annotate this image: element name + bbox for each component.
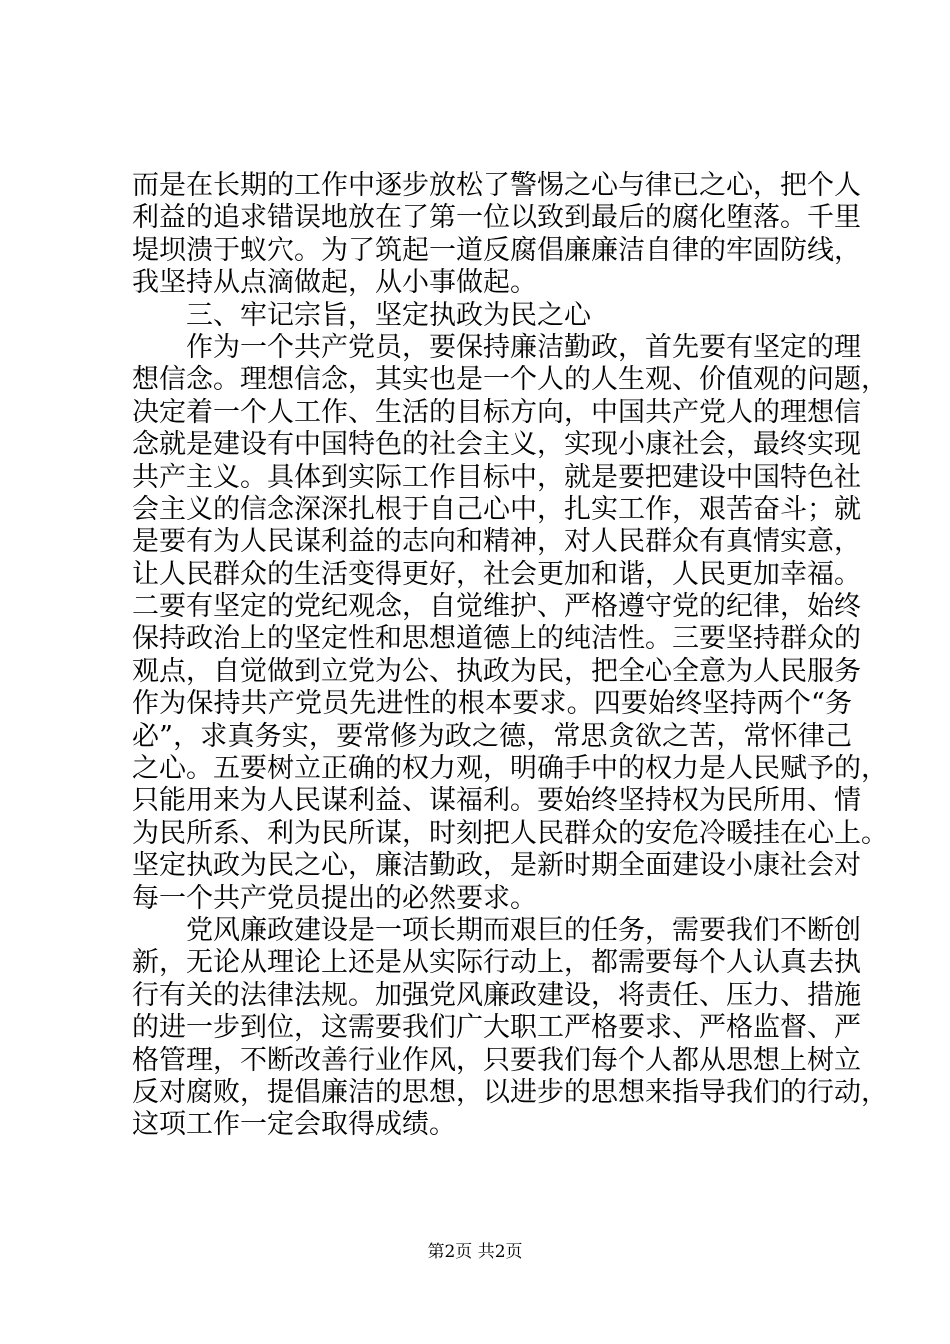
text-line: 之心。五要树立正确的权力观，明确手中的权力是人民赋予的， <box>132 753 888 785</box>
text-line: 必”，求真务实，要常修为政之德，常思贪欲之苦，常怀律己 <box>132 720 852 752</box>
text-line: 只能用来为人民谋利益、谋福利。要始终坚持权为民所用、情 <box>132 785 861 817</box>
text-line: 念就是建设有中国特色的社会主义，实现小康社会，最终实现 <box>132 429 861 461</box>
text-line: 坚定执政为民之心，廉洁勤政，是新时期全面建设小康社会对 <box>132 850 861 882</box>
text-line: 二要有坚定的党纪观念，自觉维护、严格遵守党的纪律，始终 <box>132 591 861 623</box>
text-line: 每一个共产党员提出的必然要求。 <box>132 882 537 914</box>
text-line: 利益的追求错误地放在了第一位以致到最后的腐化堕落。千里 <box>132 202 861 234</box>
text-line: 作为一个共产党员，要保持廉洁勤政，首先要有坚定的理 <box>186 331 861 363</box>
text-line: 是要有为人民谋利益的志向和精神，对人民群众有真情实意， <box>132 526 861 558</box>
text-line: 这项工作一定会取得成绩。 <box>132 1109 456 1141</box>
text-line: 保持政治上的坚定性和思想道德上的纯洁性。三要坚持群众的 <box>132 623 861 655</box>
text-line: 的进一步到位，这需要我们广大职工严格要求、严格监督、严 <box>132 1012 861 1044</box>
text-line: 观点，自觉做到立党为公、执政为民，把全心全意为人民服务 <box>132 655 861 687</box>
text-line: 新，无论从理论上还是从实际行动上，都需要每个人认真去执 <box>132 947 861 979</box>
text-line: 堤坝溃于蚁穴。为了筑起一道反腐倡廉廉洁自律的牢固防线， <box>132 234 861 266</box>
text-line: 格管理，不断改善行业作风，只要我们每个人都从思想上树立 <box>132 1044 861 1076</box>
text-line: 让人民群众的生活变得更好，社会更加和谐，人民更加幸福。 <box>132 558 861 590</box>
text-line: 决定着一个人工作、生活的目标方向，中国共产党人的理想信 <box>132 396 861 428</box>
text-line: 党风廉政建设是一项长期而艰巨的任务，需要我们不断创 <box>186 914 861 946</box>
text-line: 反对腐败，提倡廉洁的思想，以进步的思想来指导我们的行动， <box>132 1076 888 1108</box>
text-line: 会主义的信念深深扎根于自己心中，扎实工作，艰苦奋斗；就 <box>132 493 861 525</box>
text-line: 行有关的法律法规。加强党风廉政建设，将责任、压力、措施 <box>132 979 861 1011</box>
page-footer: 第2页 共2页 <box>427 1242 523 1262</box>
text-line: 而是在长期的工作中逐步放松了警惕之心与律已之心，把个人 <box>132 170 861 201</box>
text-line: 作为保持共产党员先进性的根本要求。四要始终坚持两个“务 <box>132 688 852 720</box>
text-line: 想信念。理想信念，其实也是一个人的人生观、价值观的问题， <box>132 364 888 396</box>
text-line: 为民所系、利为民所谋，时刻把人民群众的安危冷暖挂在心上。 <box>132 817 888 849</box>
text-line: 共产主义。具体到实际工作目标中，就是要把建设中国特色社 <box>132 461 861 493</box>
document-body <box>132 170 888 1142</box>
text-line: 三、牢记宗旨，坚定执政为民之心 <box>186 299 591 331</box>
text-line: 我坚持从点滴做起，从小事做起。 <box>132 267 537 299</box>
